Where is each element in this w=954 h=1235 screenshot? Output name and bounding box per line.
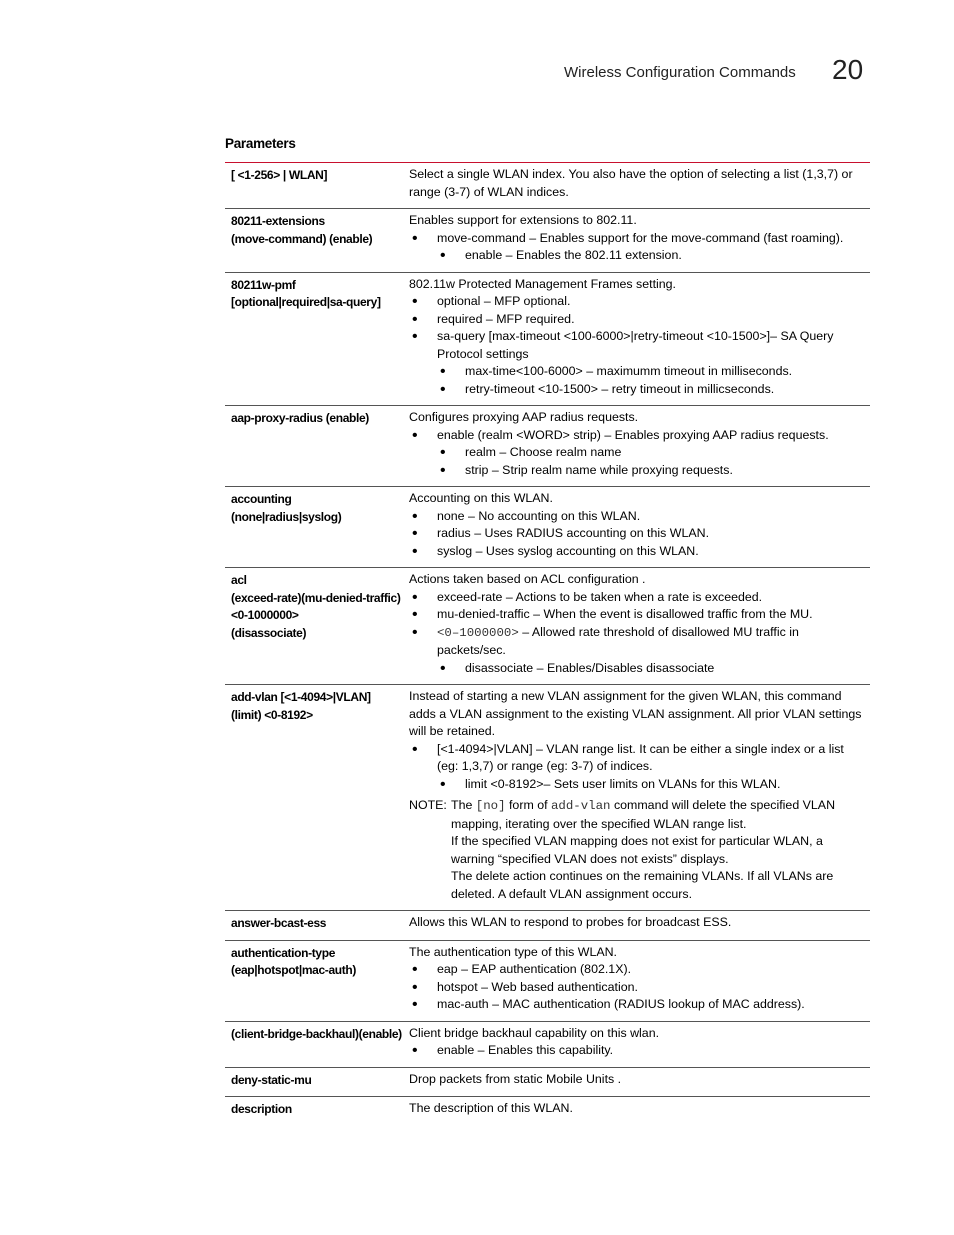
parameter-name: [ <1-256> | WLAN] bbox=[231, 168, 328, 182]
parameter-name: acl (exceed-rate)(mu-denied-traffic) <0-1000000> (disassociate) bbox=[231, 573, 401, 640]
table-row bbox=[225, 163, 870, 209]
table-row bbox=[225, 273, 870, 407]
table-row bbox=[225, 1068, 870, 1098]
parameter-description: Instead of starting a new VLAN assignment for the given WLAN, this command adds a VLAN assignment to the existing VLAN assignment. All prior VLAN settings will be retained. • [<1-4094>|VLAN] – VLAN range list. It can be either a single index or a list (eg: 1,3,7) or range (eg: 3-7) of indices. • limit <0-8192>– Sets user limits on VLANs for this WLAN. NOTE: The [no] form of add-vlan command will delete the specified VLAN mapping, iterating over the specified WLAN range list. If the specified VLAN mapping does not exist for particular WLAN, a warning “specified VLAN does not exists” displays. The delete action continues on the remaining VLANs. If all VLANs are deleted. A default VLAN assignment occurs. bbox=[409, 688, 870, 903]
running-header-title: Wireless Configuration Commands bbox=[564, 64, 796, 81]
table-row bbox=[225, 568, 870, 685]
table-row bbox=[225, 406, 870, 487]
list-item: • max-time<100-6000> – maximumm timeout in milliseconds. bbox=[437, 363, 862, 381]
table-row bbox=[225, 487, 870, 568]
parameter-description: Actions taken based on ACL configuration . • exceed-rate – Actions to be taken when a rate is exceeded. • mu-denied-traffic – When the event is disallowed traffic from the MU. • <0–1000000> – Allowed rate threshold of disallowed MU traffic in packets/sec. • disassociate – Enables/Disables disassociate bbox=[409, 571, 870, 677]
list-item: • optional – MFP optional. bbox=[409, 293, 862, 311]
list-item: • enable – Enables this capability. bbox=[409, 1042, 862, 1060]
parameter-name: answer-bcast-ess bbox=[231, 916, 327, 930]
parameter-description: Drop packets from static Mobile Units . bbox=[409, 1071, 622, 1086]
parameter-name: accounting (none|radius|syslog) bbox=[231, 492, 342, 524]
chapter-number: 20 bbox=[832, 54, 864, 85]
list-item: • <0–1000000> – Allowed rate threshold of disallowed MU traffic in packets/sec. • disassociate – Enables/Disables disassociate bbox=[409, 624, 862, 678]
list-item: • hotspot – Web based authentication. bbox=[409, 979, 862, 997]
table-row bbox=[225, 1022, 870, 1068]
table-row bbox=[225, 1097, 870, 1126]
list-item: • eap – EAP authentication (802.1X). bbox=[409, 961, 862, 979]
parameter-description: Enables support for extensions to 802.11. • move-command – Enables support for the move-command (fast roaming). • enable – Enables the 802.11 extension. bbox=[409, 212, 870, 265]
parameter-description: Configures proxying AAP radius requests. • enable (realm <WORD> strip) – Enables proxying AAP radius requests. • realm – Choose realm name • strip – Strip realm name while proxying requests. bbox=[409, 409, 870, 479]
list-item: • none – No accounting on this WLAN. bbox=[409, 508, 862, 526]
parameter-description: Select a single WLAN index. You also have the option of selecting a list (1,3,7) or range (3-7) of WLAN indices. bbox=[409, 167, 853, 199]
list-item: • radius – Uses RADIUS accounting on this WLAN. bbox=[409, 525, 862, 543]
list-item: • retry-timeout <10-1500> – retry timeout in millicseconds. bbox=[437, 381, 862, 399]
list-item: • syslog – Uses syslog accounting on this WLAN. bbox=[409, 543, 862, 561]
parameter-description: Client bridge backhaul capability on this wlan. • enable – Enables this capability. bbox=[409, 1025, 870, 1060]
list-item: • required – MFP required. bbox=[409, 311, 862, 329]
note-body: The [no] form of add-vlan command will delete the specified VLAN mapping, iterating over the specified WLAN range list. If the specified VLAN mapping does not exist for particular WLAN, a warning “specified VLAN does not exists” displays. The delete action continues on the remaining VLANs. If all VLANs are deleted. A default VLAN assignment occurs. bbox=[451, 798, 836, 901]
list-item: • exceed-rate – Actions to be taken when a rate is exceeded. bbox=[409, 589, 862, 607]
list-item: • disassociate – Enables/Disables disassociate bbox=[437, 660, 862, 678]
list-item: • realm – Choose realm name bbox=[437, 444, 862, 462]
parameter-name: deny-static-mu bbox=[231, 1072, 312, 1087]
list-item: • limit <0-8192>– Sets user limits on VLANs for this WLAN. bbox=[437, 776, 862, 794]
parameter-name: authentication-type (eap|hotspot|mac-auth) bbox=[231, 945, 357, 977]
list-item: • move-command – Enables support for the move-command (fast roaming). • enable – Enables the 802.11 extension. bbox=[409, 230, 862, 265]
parameter-name: aap-proxy-radius (enable) bbox=[231, 411, 369, 425]
list-item: • mac-auth – MAC authentication (RADIUS lookup of MAC address). bbox=[409, 996, 862, 1014]
list-item: • strip – Strip realm name while proxying requests. bbox=[437, 462, 862, 480]
table-row bbox=[225, 941, 870, 1022]
parameter-name: (client-bridge-backhaul)(enable) bbox=[231, 1026, 402, 1041]
table-row bbox=[225, 911, 870, 941]
parameter-name: add-vlan [<1-4094>|VLAN] (limit) <0-8192> bbox=[231, 690, 371, 722]
section-title: Parameters bbox=[225, 136, 296, 151]
table-row bbox=[225, 685, 870, 911]
parameters-table bbox=[225, 162, 870, 1126]
list-item: • sa-query [max-timeout <100-6000>|retry-timeout <10-1500>]– SA Query Protocol settings • max-time<100-6000> – maximumm timeout in milliseconds. • retry-timeout <10-1500> – retry timeout in millicseconds. bbox=[409, 328, 862, 398]
note-label: NOTE: bbox=[409, 798, 447, 812]
parameter-description: The authentication type of this WLAN. • eap – EAP authentication (802.1X). • hotspot – Web based authentication. • mac-auth – MAC authentication (RADIUS lookup of MAC address). bbox=[409, 944, 870, 1014]
note-block bbox=[409, 797, 862, 903]
list-item: • enable (realm <WORD> strip) – Enables proxying AAP radius requests. • realm – Choose realm name • strip – Strip realm name while proxying requests. bbox=[409, 427, 862, 480]
parameter-name: 80211w-pmf [optional|required|sa-query] bbox=[231, 277, 381, 309]
parameter-name: description bbox=[231, 1102, 292, 1116]
parameter-description: Accounting on this WLAN. • none – No accounting on this WLAN. • radius – Uses RADIUS accounting on this WLAN. • syslog – Uses syslog accounting on this WLAN. bbox=[409, 490, 870, 560]
parameter-description: The description of this WLAN. bbox=[409, 1101, 573, 1115]
table-row bbox=[225, 209, 870, 273]
list-item: • [<1-4094>|VLAN] – VLAN range list. It can be either a single index or a list (eg: 1,3,7) or range (eg: 3-7) of indices. • limit <0-8192>– Sets user limits on VLANs for this WLAN. bbox=[409, 741, 862, 794]
list-item: • mu-denied-traffic – When the event is disallowed traffic from the MU. bbox=[409, 606, 862, 624]
parameter-description: 802.11w Protected Management Frames setting. • optional – MFP optional. • required – MFP required. • sa-query [max-timeout <100-6000>|retry-timeout <10-1500>]– SA Query Protocol settings • max-time<100-6000> – maximumm timeout in milliseconds. • retry-timeout <10-1500> – retry timeout in millicseconds. bbox=[409, 276, 870, 399]
parameter-description: Allows this WLAN to respond to probes for broadcast ESS. bbox=[409, 915, 732, 929]
list-item: • enable – Enables the 802.11 extension. bbox=[437, 247, 862, 265]
parameter-name: 80211-extensions (move-command) (enable) bbox=[231, 214, 373, 246]
